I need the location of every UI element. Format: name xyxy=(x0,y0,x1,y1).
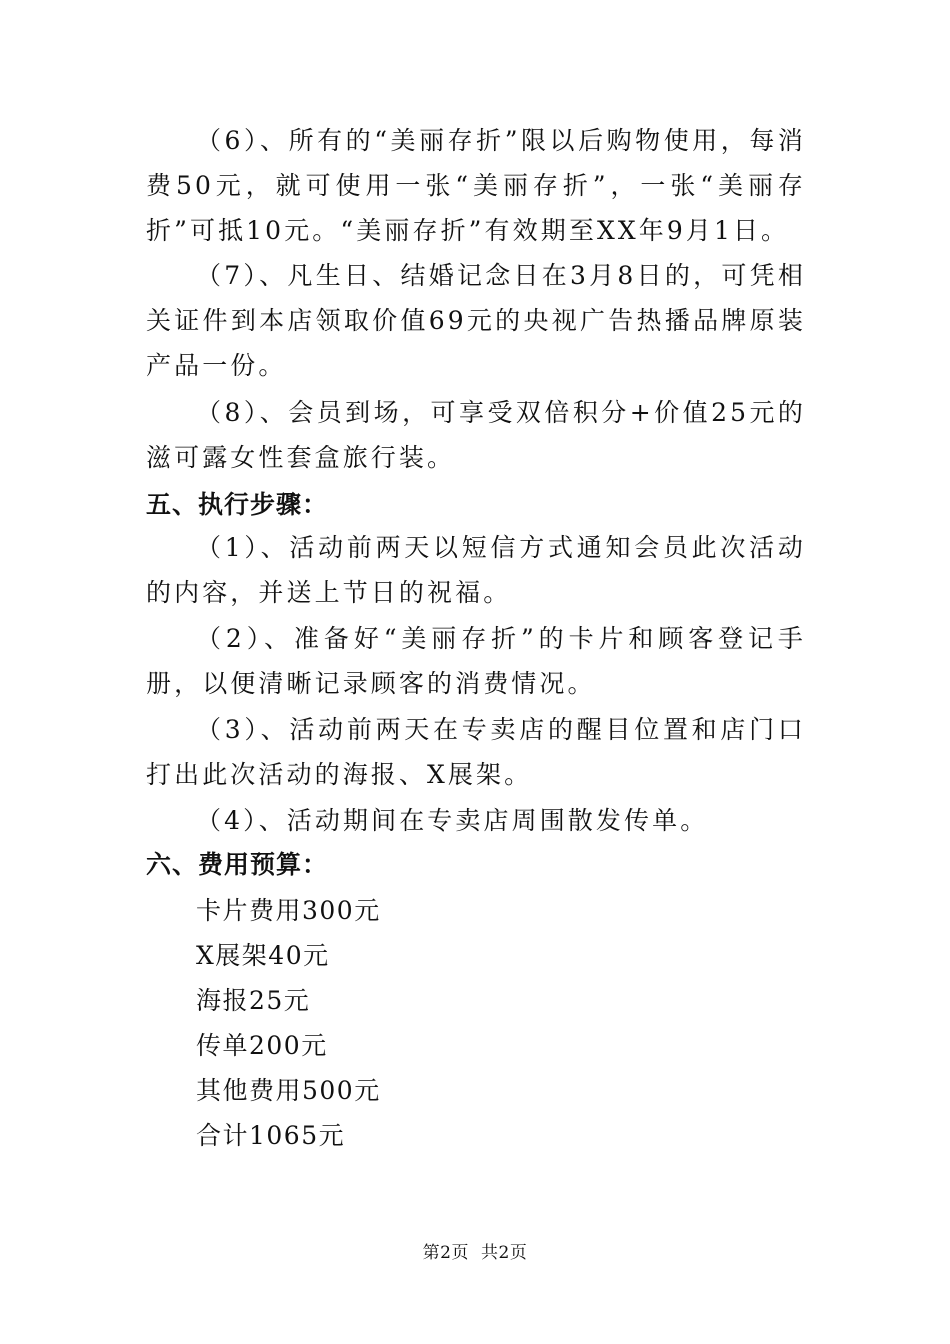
budget-list xyxy=(196,888,381,1158)
budget-item-poster: 海报25元 xyxy=(196,986,311,1015)
step-item-4: （4）、活动期间在专卖店周围散发传单。 xyxy=(196,806,709,835)
budget-item-flyers: 传单200元 xyxy=(196,1031,328,1060)
page-total: 共2页 xyxy=(481,1243,528,1263)
paragraph-item-7: （7）、凡生日、结婚记念日在3月8日的，可凭相关证件到本店领取价值69元的央视广告热播品牌原装产品一份。 xyxy=(146,261,806,380)
paragraph-item-6: （6）、所有的“美丽存折”限以后购物使用，每消费50元，就可使用一张“美丽存折”，一张“美丽存折”可抵10元。“美丽存折”有效期至XX年9月1日。 xyxy=(146,126,806,245)
page-number: 第2页 xyxy=(422,1243,469,1263)
step-item-2: （2）、准备好“美丽存折”的卡片和顾客登记手册，以便清晰记录顾客的消费情况。 xyxy=(146,624,806,698)
step-item-1: （1）、活动前两天以短信方式通知会员此次活动的内容，并送上节日的祝福。 xyxy=(146,533,806,607)
budget-item-total: 合计1065元 xyxy=(196,1121,346,1150)
budget-item-cards: 卡片费用300元 xyxy=(196,896,381,925)
budget-item-other: 其他费用500元 xyxy=(196,1076,381,1105)
page-footer xyxy=(0,1240,950,1266)
section-heading-budget: 六、费用预算： xyxy=(146,850,329,879)
budget-item-x-stand: X展架40元 xyxy=(196,941,330,970)
step-item-3: （3）、活动前两天在专卖店的醒目位置和店门口打出此次活动的海报、X展架。 xyxy=(146,715,806,789)
section-heading-execution-steps: 五、执行步骤： xyxy=(146,490,329,519)
paragraph-item-8: （8）、会员到场，可享受双倍积分+价值25元的滋可露女性套盒旅行装。 xyxy=(146,398,806,472)
